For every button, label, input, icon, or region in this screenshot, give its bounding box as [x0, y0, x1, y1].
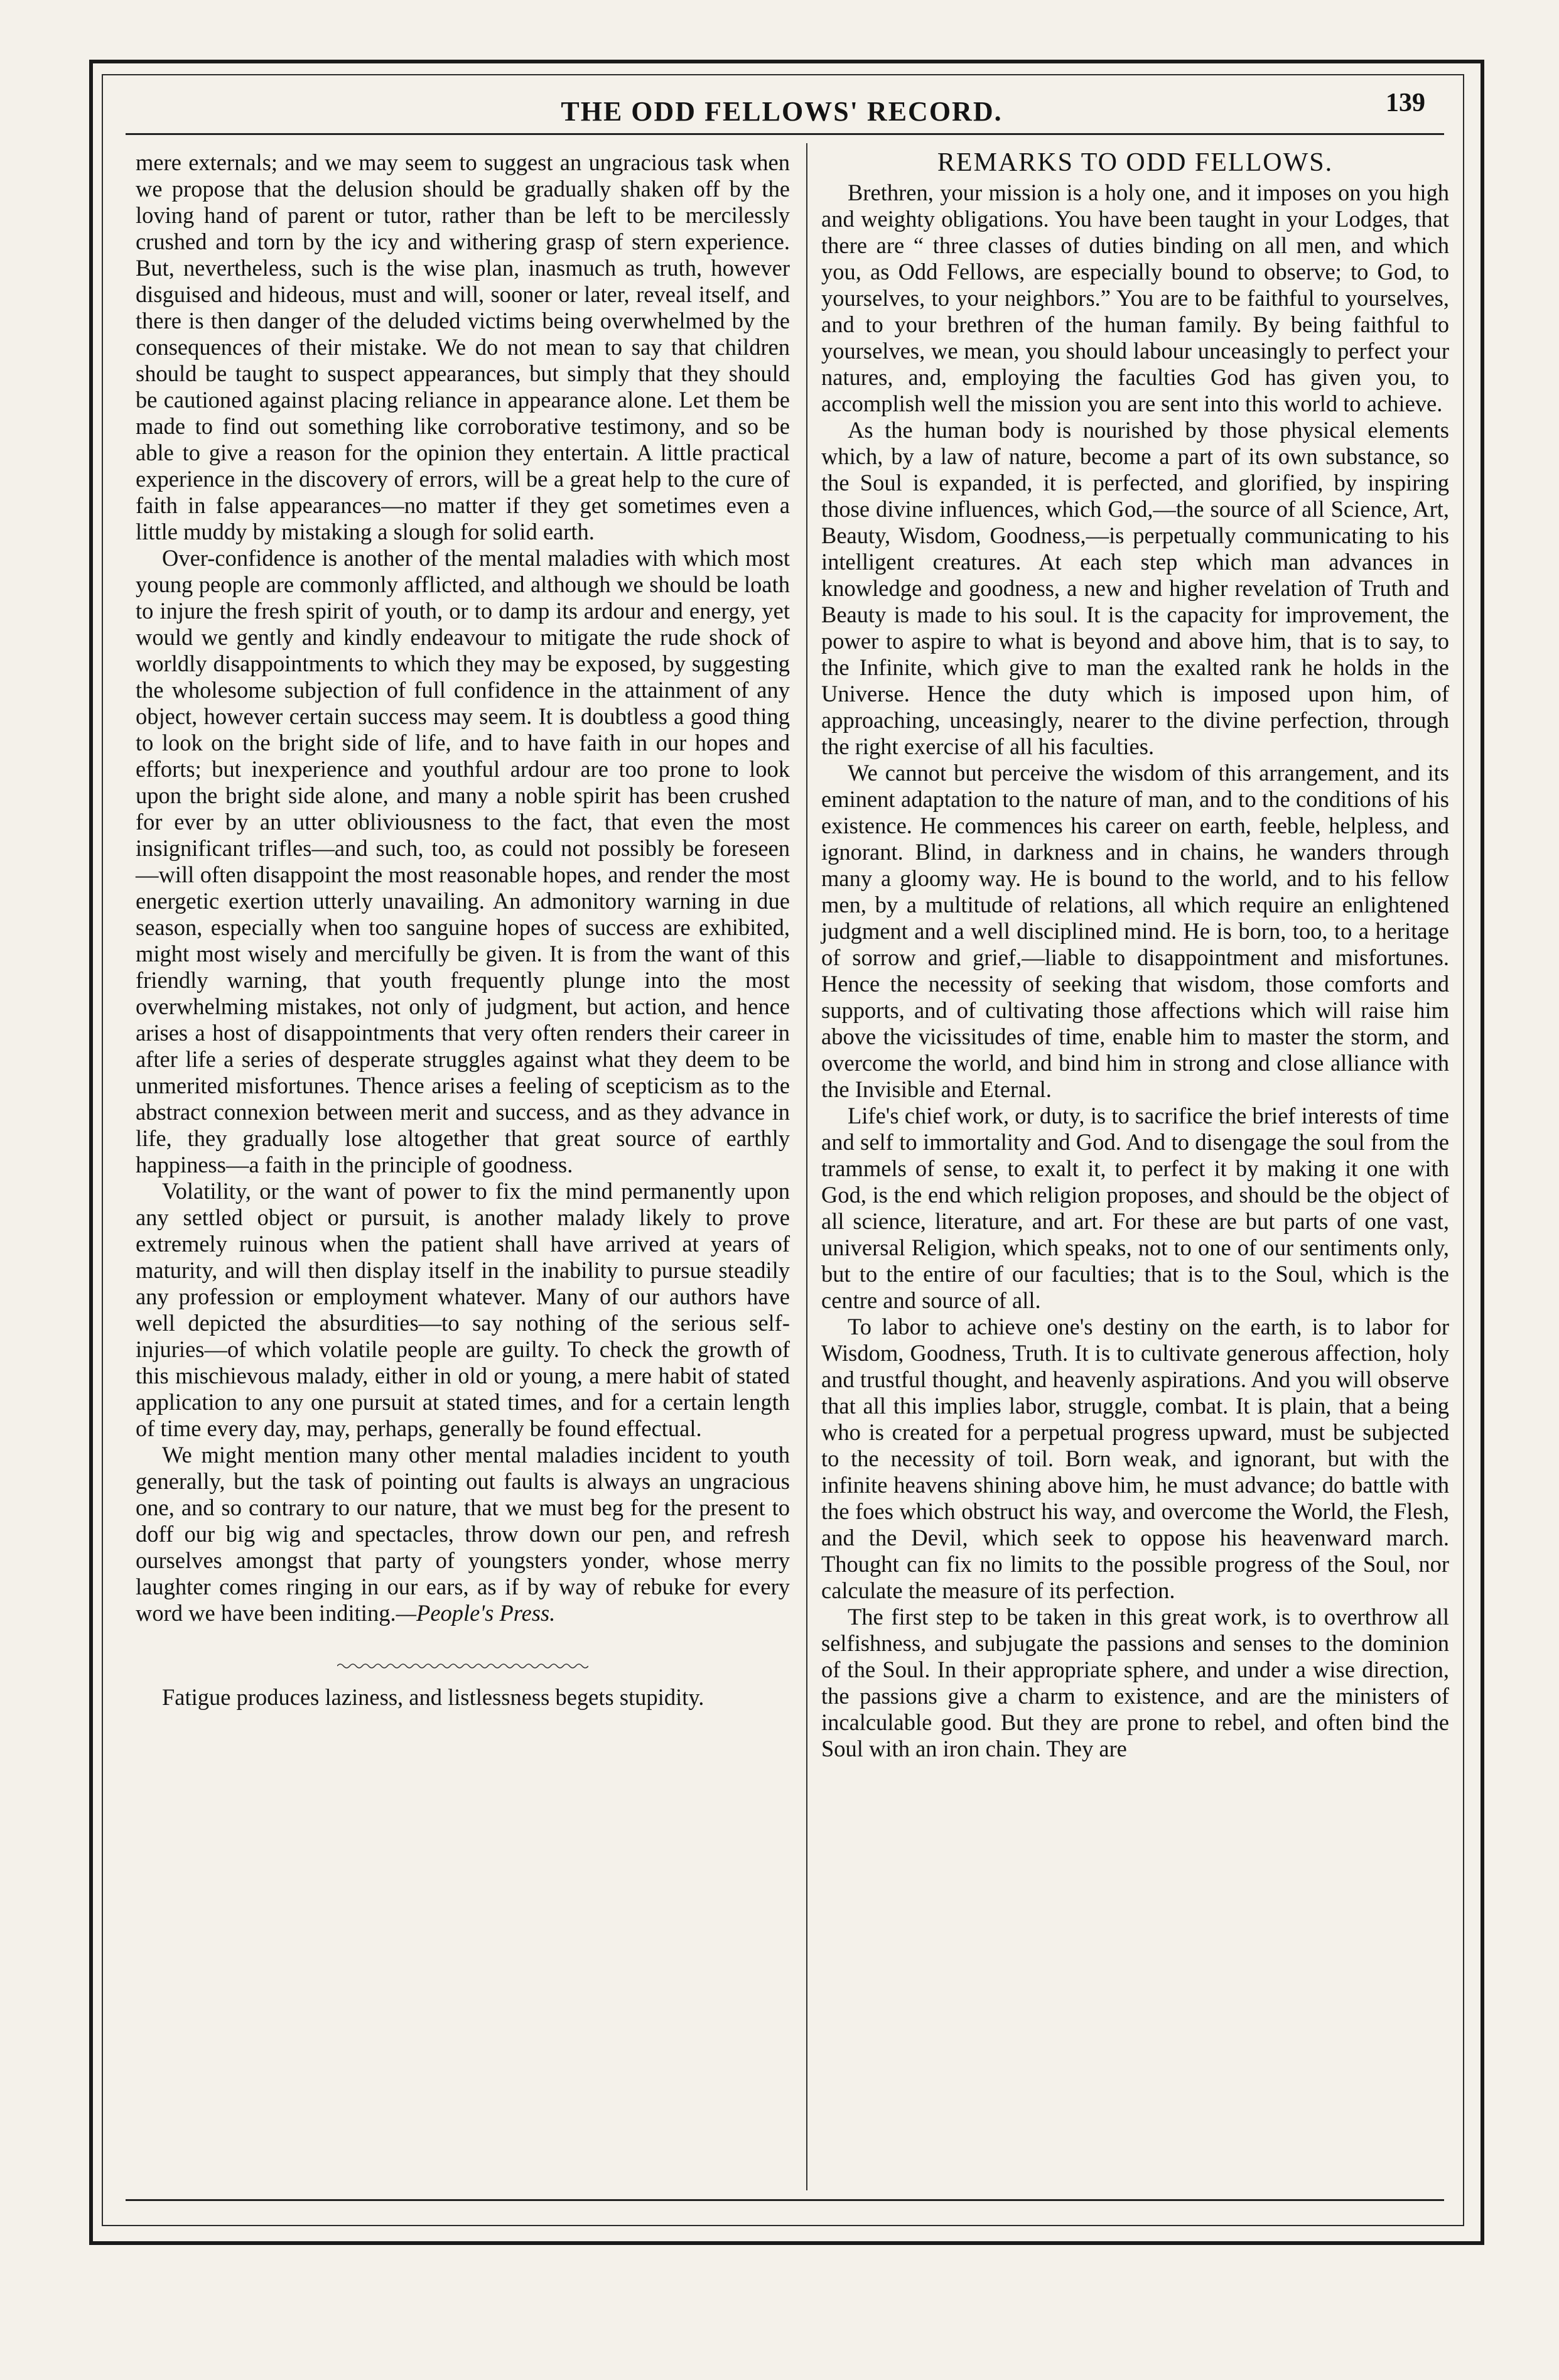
left-paragraph-2: Over-confidence is another of the mental maladies with which most young people are commonly afflicted, and although we should be loath to injure the fresh spirit of youth, or to damp its ardour and energy, yet would we gently and kindly endeavour to mitigate the rude shock of worldly disappointments to which they may be exposed, by suggesting the wholesome subjection of full confidence in the attainment of any object, however certain success may seem. It is doubtless a good thing to look on the bright side of life, and to have faith in our hopes and efforts; but inexperience and youthful ardour are too prone to look upon the bright side alone, and many a noble spirit has been crushed for ever by an utter obliviousness to the fact, that even the most insignificant trifles—and such, too, as could not possibly be foreseen—will often disappoint the most reasonable hopes, and render the most energetic exertion utterly unavailing. An admonitory warning in due season, especially when too sanguine hopes of success are exhibited, might most wisely and mercifully be given. It is from the want of this friendly warning, that youth frequently plunge into the most overwhelming mistakes, not only of judgment, but action, and hence arises a host of disappointments that very often renders their career in after life a series of desperate struggles against what they deem to be unmerited misfortunes. Thence arises a feeling of scepticism as to the abstract connexion between merit and success, and as they advance in life, they gradually lose altogether that great source of earthly happiness—a faith in the principle of goodness. [136, 545, 790, 1177]
footer-rule [126, 2199, 1444, 2201]
right-paragraph-6: The first step to be taken in this great work, is to overthrow all selfishness, and subjugate the passions and senses to the dominion of the Soul. In their appropriate sphere, and under a wise direction, the passions give a charm to existence, and are the ministers of incalculable good. But they are prone to rebel, and often bind the Soul with an iron chain. They are [821, 1604, 1449, 1761]
left-paragraph-3: Volatility, or the want of power to fix the mind permanently upon any settled object or pursuit, is another malady likely to prove extremely ruinous when the patient shall have arrived at years of maturity, and will then display itself in the inability to pursue steadily any profession or employment whatever. Many of our authors have well depicted the absurdities—to say nothing of the serious self-injuries—of which volatile people are guilty. To check the growth of this mischievous malady, either in old or young, a mere habit of stated application to any one pursuit at stated times, and for a certain length of time every day, may, perhaps, generally be found effectual. [136, 1178, 790, 1441]
right-column [821, 149, 1449, 1762]
right-paragraph-4: Life's chief work, or duty, is to sacrifice the brief interests of time and self to immortality and God. And to disengage the soul from the trammels of sense, to exalt it, to perfect it by making it one with God, is the end which religion proposes, and should be the object of all science, literature, and art. For these are but parts of one vast, universal Religion, which speaks, not to one of our sentiments only, but to the entire of our faculties; that is to the Soul, which is the centre and source of all. [821, 1103, 1449, 1313]
left-paragraph-4 [136, 1442, 790, 1626]
article-heading: REMARKS TO ODD FELLOWS. [937, 148, 1334, 177]
page-number: 139 [1386, 89, 1425, 117]
left-paragraph-1: mere externals; and we may seem to suggest an ungracious task when we propose that the delusion should be gradually shaken off by the loving hand of parent or tutor, rather than be left to be mercilessly crushed and torn by the icy and withering grasp of stern experience. But, nevertheless, such is the wise plan, inasmuch as truth, however disguised and hideous, must and will, sooner or later, reveal itself, and there is then danger of the deluded victims being overwhelmed by the consequences of their mistake. We do not mean to say that children should be taught to suspect appearances, but simply that they should be cautioned against placing reliance in appearance alone. Let them be made to find out something like corroborative testimony, and so be able to give a reason for the opinion they entertain. A little practical experience in the discovery of errors, will be a great help to the cure of faith in false appearances—no matter if they get sometimes even a little muddy by mistaking a slough for solid earth. [136, 149, 790, 544]
left-column [136, 149, 790, 1711]
right-paragraph-5: To labor to achieve one's destiny on the earth, is to labor for Wisdom, Goodness, Truth. It is to cultivate generous affection, holy and trustful thought, and heavenly aspirations. And you will observe that all this implies labor, struggle, combat. It is plain, that a being who is created for a perpetual progress upward, must be subjected to the necessity of toil. Born weak, and ignorant, but with the infinite heavens shining above him, he must advance; do battle with the foes which obstruct his way, and overcome the World, the Flesh, and the Devil, which seek to oppose his heavenward march. Thought can fix no limits to the possible progress of the Soul, nor calculate the measure of its perfection. [821, 1314, 1449, 1603]
wavy-separator [337, 1662, 588, 1670]
column-divider [806, 143, 807, 2190]
right-paragraph-1: Brethren, your mission is a holy one, and it imposes on you high and weighty obligations. You have been taught in your Lodges, that there are “ three classes of duties binding on all men, and which you, as Odd Fellows, are especially bound to observe; to God, to yourselves, to your neighbors.” You are to be faithful to yourselves, and to your brethren of the human family. By being faithful to yourselves, we mean, you should labour unceasingly to perfect your natures, and, employing the faculties God has given you, to accomplish well the mission you are sent into this world to achieve. [821, 180, 1449, 416]
left-paragraph-4-text: We might mention many other mental maladies incident to youth generally, but the task of pointing out faults is always an ungracious one, and so contrary to our nature, that we must beg for the present to doff our big wig and spectacles, throw down our pen, and refresh ourselves amongst that party of youngsters yonder, whose merry laughter comes ringing in our ears, as if by way of rebuke for every word we have been inditing. [136, 1442, 790, 1626]
source-credit: —People's Press. [396, 1600, 556, 1626]
page-header [113, 82, 1450, 132]
right-paragraph-3: We cannot but perceive the wisdom of this arrangement, and its eminent adaptation to the nature of man, and to the conditions of his existence. He commences his career on earth, feeble, helpless, and ignorant. Blind, in darkness and in chains, he wanders through many a gloomy way. He is bound to the world, and to his fellow men, by a multitude of relations, all which require an enlightened judgment and a well disciplined mind. He is born, too, to a heritage of sorrow and grief,—liable to disappointment and misfortunes. Hence the necessity of seeking that wisdom, those comforts and supports, and of cultivating those affections which will raise him above the vicissitudes of time, enable him to master the storm, and overcome the world, and bind him in strong and close alliance with the Invisible and Eternal. [821, 760, 1449, 1102]
running-title: THE ODD FELLOWS' RECORD. [561, 96, 1003, 127]
right-paragraph-2: As the human body is nourished by those physical elements which, by a law of nature, become a part of its own substance, so the Soul is expanded, it is perfected, and glorified, by inspiring those divine influences, which God,—the source of all Science, Art, Beauty, Wisdom, Goodness,—is perpetually communicating to his intelligent creatures. At each step which man advances in knowledge and goodness, a new and higher revelation of Truth and Beauty is made to his soul. It is the capacity for improvement, the power to aspire to what is beyond and above him, that is to say, to the Infinite, which give to man the exalted rank he holds in the Universe. Hence the duty which is imposed upon him, of approaching, unceasingly, nearer to the divine perfection, through the right exercise of all his faculties. [821, 417, 1449, 759]
filler-maxim: Fatigue produces laziness, and listlessness begets stupidity. [162, 1684, 704, 1710]
header-rule [126, 133, 1444, 135]
